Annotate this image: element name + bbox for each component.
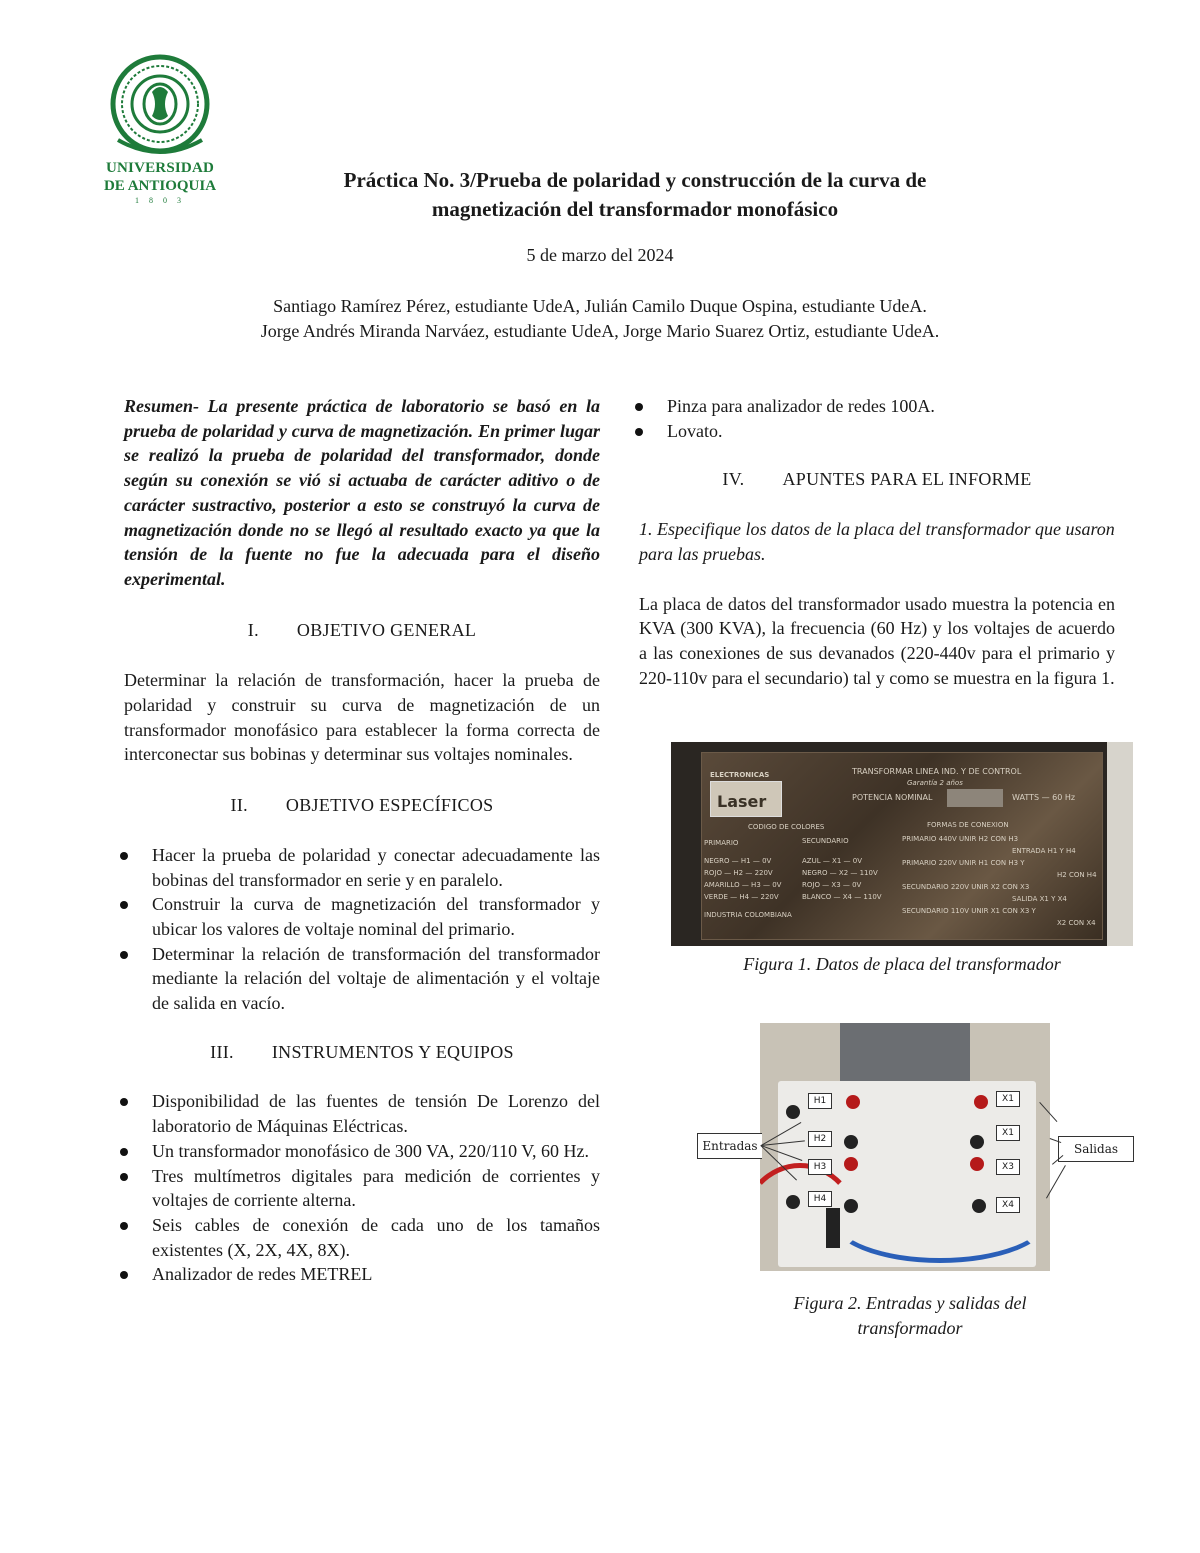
plate-color-row: ROJO — H2 — 220V — [704, 869, 773, 877]
section-title: OBJETIVO ESPECÍFICOS — [285, 795, 494, 816]
transformer-board-image — [760, 1023, 1050, 1271]
page-title — [230, 166, 1040, 224]
plate-secundario-col: SECUNDARIO — [802, 837, 849, 845]
title-line1: Práctica No. 3/Prueba de polaridad y construcción de la curva de — [343, 168, 927, 192]
answer-text: La placa de datos del transformador usado muestra la potencia en KVA (300 KVA), la frecuencia (60 Hz) y los voltajes de acuerdo a las conexiones de sus devanados (220-440v para el primario y 220-110v para el secundario) tal y como se muestra en la figura 1. — [639, 593, 1115, 688]
section-heading-2 — [124, 793, 600, 818]
plate-footer: INDUSTRIA COLOMBIANA — [704, 911, 792, 919]
terminal-icon — [846, 1095, 860, 1109]
list-item: Tres multímetros digitales para medición de corrientes y voltajes de corriente alterna. — [124, 1164, 600, 1213]
logo-line3: 1 8 0 3 — [135, 196, 185, 205]
plate-color-row: NEGRO — H1 — 0V — [704, 857, 772, 865]
plate-conn-row: PRIMARIO 220V UNIR H1 CON H3 Y — [902, 859, 1025, 867]
section-number: II. — [230, 795, 248, 816]
callout-entradas: Entradas — [697, 1133, 762, 1159]
plate-conn-row: SALIDA X1 Y X4 — [1012, 895, 1067, 903]
terminal-label-h4: H4 — [808, 1191, 832, 1207]
list-item: Determinar la relación de transformación del transformador mediante la relación del voltaje de alimentación y el voltaje de salida en vacío. — [124, 942, 600, 1016]
plate-primario-col: PRIMARIO — [704, 839, 739, 847]
section-title: OBJETIVO GENERAL — [296, 619, 477, 640]
plate-color-row: NEGRO — X2 — 110V — [802, 869, 878, 877]
section-heading-3 — [124, 1040, 600, 1065]
authors-line2: Jorge Andrés Miranda Narváez, estudiante UdeA, Jorge Mario Suarez Ortiz, estudiante UdeA. — [260, 321, 940, 341]
left-column — [124, 394, 600, 1287]
list-item: Seis cables de conexión de cada uno de los tamaños existentes (X, 2X, 4X, 8X). — [124, 1213, 600, 1262]
authors-line1: Santiago Ramírez Pérez, estudiante UdeA, Julián Camilo Duque Ospina, estudiante UdeA. — [273, 296, 927, 316]
list-item: Construir la curva de magnetización del transformador y ubicar los valores de voltaje nominal del primario. — [124, 892, 600, 941]
transformer-core — [840, 1023, 970, 1085]
plate-conn-row: SECUNDARIO 220V UNIR X2 CON X3 — [902, 883, 1030, 891]
plate-brand: Laser — [717, 792, 767, 811]
terminal-icon — [844, 1135, 858, 1149]
nameplate — [701, 752, 1103, 940]
university-logo — [100, 52, 220, 212]
laser-logo — [710, 781, 782, 817]
terminal-label-h3: H3 — [808, 1159, 832, 1175]
list-item: Disponibilidad de las fuentes de tensión De Lorenzo del laboratorio de Máquinas Eléctricas. — [124, 1089, 600, 1138]
plate-code: CODIGO DE COLORES — [748, 823, 825, 831]
plate-conn-row: X2 CON X4 — [1057, 919, 1096, 927]
section-title: INSTRUMENTOS Y EQUIPOS — [271, 1041, 514, 1062]
section-number: IV. — [722, 469, 745, 490]
plate-conn-row: SECUNDARIO 110V UNIR X1 CON X3 Y — [902, 907, 1036, 915]
specific-objectives-list — [124, 843, 600, 1016]
plate-color-row: AMARILLO — H3 — 0V — [704, 881, 782, 889]
plate-side-panel — [1107, 742, 1133, 946]
nameplate-image — [671, 742, 1133, 946]
objective-general-text: Determinar la relación de transformación, hacer la prueba de polaridad y construir su curva de magnetización de un transformador monofásico para establecer la forma correcta de interconectar sus bobinas y determinar sus voltajes nominales. — [124, 670, 600, 765]
figure2-caption-line2: transformador — [857, 1318, 963, 1338]
black-plug — [826, 1208, 840, 1248]
list-item: Un transformador monofásico de 300 VA, 220/110 V, 60 Hz. — [124, 1139, 600, 1164]
callout-salidas: Salidas — [1058, 1136, 1134, 1162]
figure2-caption — [740, 1291, 1080, 1341]
section-heading-4 — [639, 467, 1115, 492]
terminal-label-x4: X4 — [996, 1197, 1020, 1213]
title-line2: magnetización del transformador monofásico — [431, 197, 839, 221]
section-number: III. — [210, 1041, 234, 1062]
section-title: APUNTES PARA EL INFORME — [782, 469, 1032, 490]
date: 5 de marzo del 2024 — [526, 245, 674, 265]
authors — [0, 294, 1200, 344]
plate-color-row: VERDE — H4 — 220V — [704, 893, 779, 901]
list-item: Analizador de redes METREL — [124, 1262, 600, 1287]
plate-conn-row: ENTRADA H1 Y H4 — [1012, 847, 1076, 855]
plate-color-row: AZUL — X1 — 0V — [802, 857, 862, 865]
plate-brand-top: ELECTRONICAS — [710, 771, 770, 779]
figure1-caption: Figura 1. Datos de placa del transformador — [743, 954, 1061, 974]
terminal-label-x1b: X1 — [996, 1125, 1020, 1141]
seal-icon — [100, 52, 220, 160]
section-heading-1 — [124, 618, 600, 643]
figure2-caption-line1: Figura 2. Entradas y salidas del — [793, 1293, 1027, 1313]
plate-conn-row: H2 CON H4 — [1057, 871, 1097, 879]
plate-conn-row: PRIMARIO 440V UNIR H2 CON H3 — [902, 835, 1019, 843]
list-item: Pinza para analizador de redes 100A. — [639, 394, 1115, 419]
instruments-list-continued — [639, 394, 1115, 443]
plate-color-row: ROJO — X3 — 0V — [802, 881, 862, 889]
terminal-icon — [844, 1157, 858, 1171]
terminal-label-x3: X3 — [996, 1159, 1020, 1175]
plate-title: TRANSFORMAR LINEA IND. Y DE CONTROL — [852, 767, 1022, 776]
plate-power-value — [947, 789, 1003, 807]
plate-forms: FORMAS DE CONEXION — [927, 821, 1009, 829]
plate-watts: WATTS — 60 Hz — [1012, 793, 1076, 802]
terminal-icon — [786, 1105, 800, 1119]
blue-wire — [830, 1173, 1050, 1263]
logo-line1: UNIVERSIDAD — [105, 160, 215, 176]
terminal-label-x1: X1 — [996, 1091, 1020, 1107]
plate-warranty: Garantía 2 años — [907, 779, 963, 787]
terminal-label-h1: H1 — [808, 1093, 832, 1109]
plate-color-row: BLANCO — X4 — 110V — [802, 893, 882, 901]
question-text: 1. Especifique los datos de la placa del transformador que usaron para las pruebas. — [639, 519, 1115, 564]
logo-line2: DE ANTIOQUIA — [103, 178, 217, 194]
instruments-list — [124, 1089, 600, 1287]
terminal-icon — [970, 1135, 984, 1149]
terminal-icon — [970, 1157, 984, 1171]
list-item: Lovato. — [639, 419, 1115, 444]
plate-power: POTENCIA NOMINAL — [852, 793, 933, 802]
terminal-icon — [974, 1095, 988, 1109]
abstract: Resumen- La presente práctica de laboratorio se basó en la prueba de polaridad y curva de magnetización. En primer lugar se realizó la prueba de polaridad del transformador, donde según su conexión se vió si actuaba de carácter aditivo o de carácter sustractivo, posterior a esto se construyó la curva de magnetización donde no se llegó al resultado exacto ya que la tensión de la fuente no fue la adecuada para el diseño experimental. — [124, 396, 600, 589]
right-column — [639, 394, 1115, 690]
section-number: I. — [247, 619, 259, 640]
list-item: Hacer la prueba de polaridad y conectar adecuadamente las bobinas del transformador en serie y en paralelo. — [124, 843, 600, 892]
terminal-label-h2: H2 — [808, 1131, 832, 1147]
